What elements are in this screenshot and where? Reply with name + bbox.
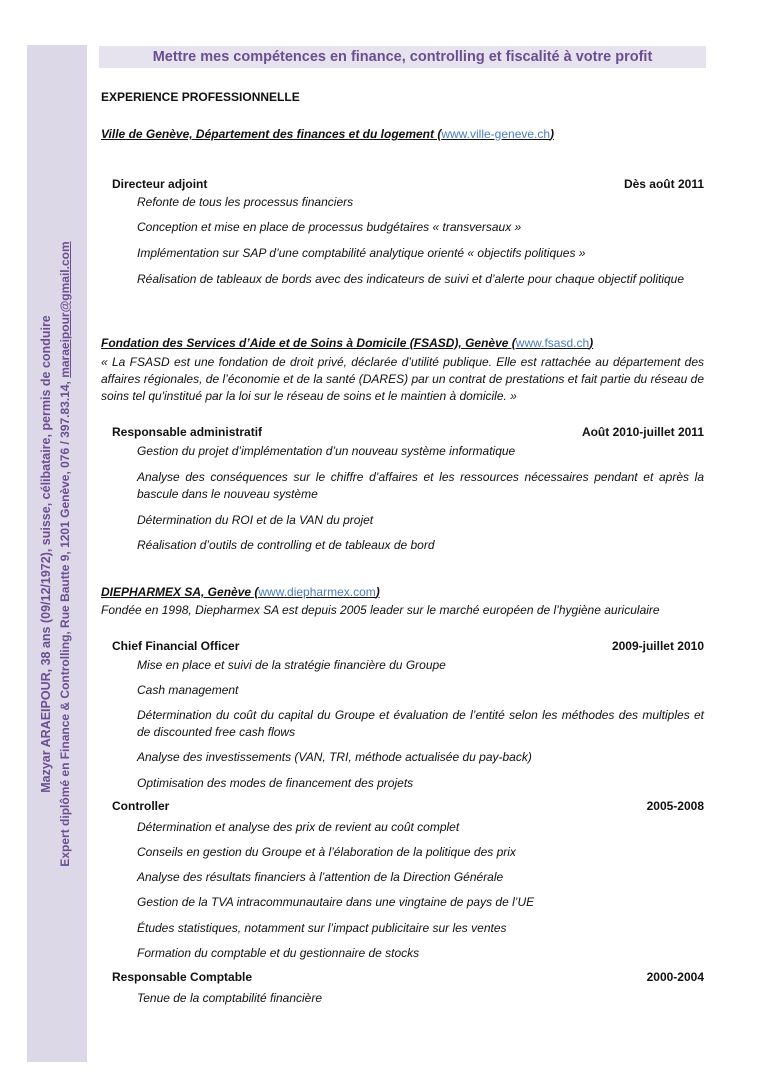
- sidebar-contact-line: [58, 241, 72, 866]
- task-item: Analyse des résultats financiers à l’attention de la Direction Générale: [137, 870, 504, 884]
- job-heading: [101, 799, 704, 813]
- section-title: EXPERIENCE PROFESSIONNELLE: [101, 90, 300, 104]
- task-item: Gestion de la TVA intracommunautaire dans une vingtaine de pays de l’UE: [137, 895, 535, 909]
- job-title: Responsable administratif: [112, 425, 263, 439]
- task-item: Analyse des investissements (VAN, TRI, méthode actualisée du pay-back): [137, 750, 532, 764]
- task-item: Études statistiques, notamment sur l’impact publicitaire sur les ventes: [137, 921, 507, 935]
- org-description: Fondée en 1998, Diepharmex SA est depuis 2005 leader sur le marché européen de l’hygiène auriculaire: [101, 603, 660, 617]
- task-item: Implémentation sur SAP d’une comptabilité analytique orienté « objectifs politiques »: [137, 246, 586, 260]
- task-item: Détermination du coût du capital du Groupe et évaluation de l’entité selon les méthodes des multiples et de discounted free cash flows: [137, 708, 704, 739]
- org-heading-ville-geneve: Ville de Genève, Département des finances et du logement (www.ville-geneve.ch): [101, 127, 555, 141]
- job-heading: [101, 177, 704, 191]
- task-item: Tenue de la comptabilité financière: [137, 991, 323, 1005]
- sidebar-contact-band: [27, 45, 87, 1062]
- org-heading-diepharmex: DIEPHARMEX SA, Genève (www.diepharmex.com): [101, 585, 380, 599]
- org-link-fsasd[interactable]: www.fsasd.ch: [515, 336, 590, 350]
- job-title: Chief Financial Officer: [112, 639, 240, 653]
- job-heading: [101, 639, 704, 653]
- org-link-diepharmex[interactable]: www.diepharmex.com: [258, 585, 376, 599]
- task-item: Détermination et analyse des prix de revient au coût complet: [137, 820, 460, 834]
- task-item: Gestion du projet d’implémentation d’un nouveau système informatique: [137, 444, 516, 458]
- job-date: 2000-2004: [646, 970, 704, 984]
- task-item: Formation du comptable et du gestionnaire de stocks: [137, 946, 420, 960]
- task-item: Optimisation des modes de financement des projets: [137, 776, 414, 790]
- task-item: Refonte de tous les processus financiers: [137, 195, 354, 209]
- job-heading: [101, 970, 704, 984]
- task-item: Analyse des conséquences sur le chiffre d’affaires et les ressources nécessaires pendant et après la bascule dans le nouveau système: [137, 470, 704, 501]
- task-item: Réalisation de tableaux de bords avec des indicateurs de suivi et d’alerte pour chaque objectif politique: [137, 272, 685, 286]
- job-title: Directeur adjoint: [112, 177, 208, 191]
- job-heading: [101, 425, 704, 439]
- org-description: « La FSASD est une fondation de droit privé, déclarée d’utilité publique. Elle est rattachée au département des affaires régionales, de l’économie et de la santé (DARES) par un contrat de prestations et fait partie du réseau de soins tel qu'institué par la loi sur le réseau de soins et le maintien à domicile. »: [101, 355, 704, 403]
- job-date: 2009-juillet 2010: [611, 639, 704, 653]
- sidebar-identity-line: Mazyar ARAEIPOUR, 38 ans (09/12/1972), suisse, célibataire, permis de conduire: [39, 314, 53, 793]
- headline-banner: Mettre mes compétences en finance, controlling et fiscalité à votre profit: [99, 46, 706, 68]
- job-title: Controller: [112, 799, 170, 813]
- task-item: Mise en place et suivi de la stratégie financière du Groupe: [137, 658, 446, 672]
- org-heading-fsasd: Fondation des Services d’Aide et de Soins à Domicile (FSASD), Genève (www.fsasd.ch): [101, 336, 594, 350]
- sidebar-contact-text: Expert diplômé en Finance & Controlling, Rue Bautte 9, 1201 Genève, 076 / 397.83.14,: [58, 377, 72, 867]
- org-link-ville-geneve[interactable]: www.ville-geneve.ch: [441, 127, 551, 141]
- job-date: Août 2010-juillet 2011: [581, 425, 704, 439]
- job-date: Dès août 2011: [623, 177, 704, 191]
- task-item: Conseils en gestion du Groupe et à l’élaboration de la politique des prix: [137, 845, 516, 859]
- task-item: Conception et mise en place de processus budgétaires « transversaux »: [137, 220, 522, 234]
- task-item: Réalisation d’outils de controlling et de tableaux de bord: [137, 538, 435, 552]
- email-link[interactable]: maraeipour@gmail.com: [58, 240, 72, 378]
- job-date: 2005-2008: [646, 799, 704, 813]
- task-item: Cash management: [137, 683, 239, 697]
- task-item: Détermination du ROI et de la VAN du projet: [137, 513, 374, 527]
- job-title: Responsable Comptable: [112, 970, 253, 984]
